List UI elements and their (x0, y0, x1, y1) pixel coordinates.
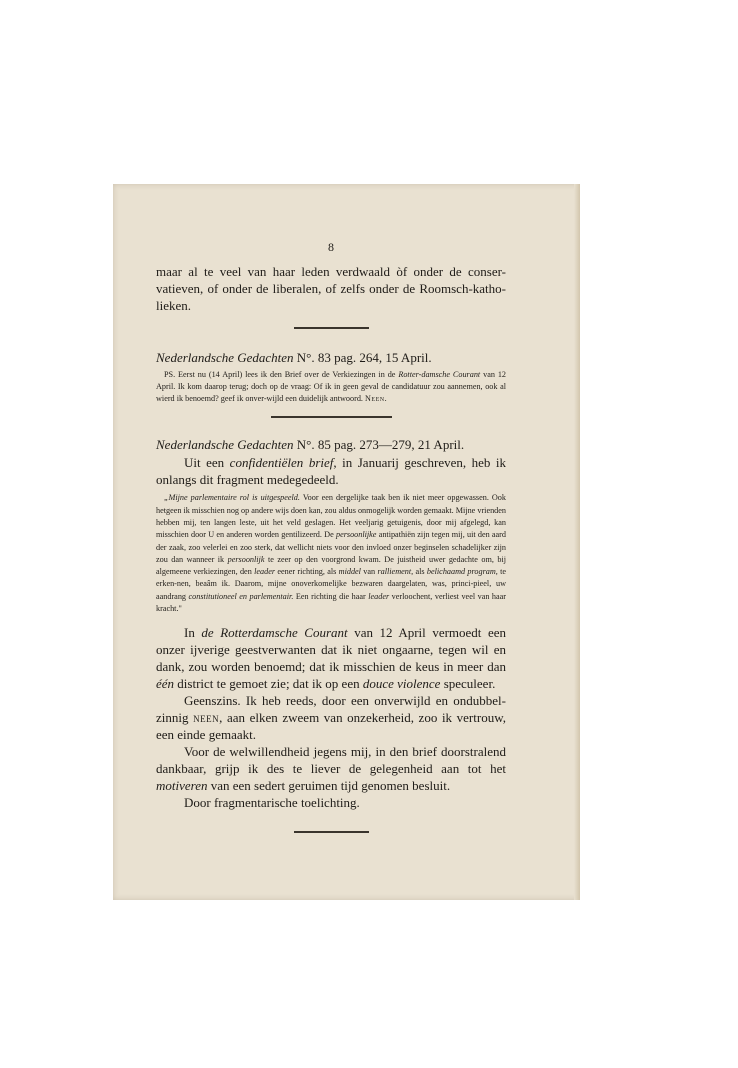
paragraph-italic: motiveren (156, 778, 208, 794)
paragraph-welwillendheid (156, 743, 506, 794)
quote-italic: leader (368, 591, 390, 601)
page-edge-shadow (574, 184, 580, 900)
section-divider (271, 416, 392, 418)
paragraph-geenszins (156, 692, 506, 743)
paragraph-rotterdam (156, 624, 506, 692)
paragraph-italic: douce violence (362, 676, 441, 692)
paragraph-italic: één (156, 676, 175, 692)
quote-text: , als (411, 567, 425, 577)
section1-title: Nederlandsche Gedachten (156, 349, 294, 365)
quote-text: te zeer op den voorgrond kwam. De juistheid uwer gedachte om, bij algemeene verkiezingen, den (156, 554, 506, 577)
quote-text: , te erken-nen, beaâm ik. Daarom, mijne onoverkomelijke bezwaren daargelaten, was, princi-pieel, uw aandrang (156, 567, 507, 601)
paragraph-text: Geenszins. Ik heb reeds, door een onverwijld en ondubbel-zinnig (156, 693, 506, 726)
paragraph-smallcaps: neen (193, 710, 220, 726)
paragraph-italic: de Rotterdamsche Courant (201, 625, 348, 641)
quote-italic: belichaamd program (426, 567, 496, 577)
quote-text: Voor een dergelijke taak ben ik niet meer opgewassen. Ook hetgeen ik misschien nog op andere wijs doen kan, zou aldus onmogelijk worden gemaakt. Mijne vrienden hebben mij, ten langen leste, uit het veld geslagen. Het veeljarig getuigenis, door mij afgelegd, kan misschien door U en anderen worden gentilizeerd. De (156, 493, 506, 540)
section2-lead (156, 454, 506, 488)
paragraph-closing: Door fragmentarische toelichting. (184, 795, 360, 811)
ps-answer: Neen. (365, 394, 388, 404)
ps-paper: Rotter-damsche Courant (398, 369, 481, 379)
section2-title: Nederlandsche Gedachten (156, 437, 294, 453)
quote-italic: persoonlijk (227, 554, 265, 564)
section1-heading (156, 349, 506, 366)
quote-italic: ralliement (377, 567, 412, 577)
quote-italic: persoonlijke (335, 530, 377, 540)
quote-text: antipathiën zijn tegen mij, uit den aard der zaak, zoo velerlei en zoo sterk, dat wellicht niets voor den invloed onzer beginselen schadelijker zijn zou dan wanneer ik (156, 530, 506, 564)
section1-ref: N°. 83 pag. 264, 15 April. (296, 349, 432, 365)
letter-quote (156, 492, 506, 615)
ps-rest: van 12 April. Ik kom daarop terug; doch op de vraag: Of ik in geen geval de candidatuur zou aannemen, ook al wierd ik benoemd? geef ik onver-wijld een duidelijk antwoord. (156, 369, 507, 404)
page-content (156, 240, 506, 833)
section1-postscript (156, 369, 506, 406)
lead-text: , in Januarij geschreven, heb ik onlangs dit fragment medegedeeld. (156, 455, 506, 488)
paragraph-text: van 12 April vermoedt een onzer ijverige geestverwanten dat ik niet ongaarne, tegen wil en dank, zou worden benoemd; dat ik misschien de keus in meer dan (156, 625, 507, 675)
quote-italic: constitutioneel en parlementair. (188, 591, 294, 601)
section-divider (294, 327, 369, 329)
section2-heading (156, 436, 506, 453)
ps-lead: PS. Eerst nu (14 April) lees ik den Brief over de Verkiezingen in de (164, 369, 396, 379)
quote-text: verloochent, verliest veel van haar kracht." (156, 591, 507, 614)
section2-ref: N°. 85 pag. 273—279, 21 April. (296, 437, 465, 453)
quote-italic: leader (254, 567, 276, 577)
paragraph-text: district te gemoet zie; dat ik op een (177, 676, 360, 692)
quote-italic: „Mijne parlementaire rol is uitgespeeld. (164, 493, 300, 503)
paragraph-text: van een sedert geruimen tijd genomen besluit. (210, 778, 451, 794)
page-number: 8 (328, 240, 334, 254)
end-divider (294, 831, 369, 833)
lead-italic: confidentiëlen brief (229, 455, 334, 471)
paragraph-text: Voor de welwillendheid jegens mij, in den brief doorstralend dankbaar, grijp ik des te liever de gelegenheid aan tot het (156, 744, 506, 777)
quote-text: eener richting, als (277, 567, 337, 577)
paragraph-text: In (184, 625, 195, 641)
paragraph-text: , aan elken zweem van onzekerheid, zoo ik vertrouw, een einde gemaakt. (156, 710, 506, 743)
lead-text: Uit een (184, 455, 225, 471)
quote-text: van (363, 567, 376, 577)
intro-paragraph: maar al te veel van haar leden verdwaald òf onder de conser-vatieven, of onder de liberalen, of zelfs onder de Roomsch-katho-lieken. (156, 264, 506, 313)
quote-italic: middel (338, 567, 361, 577)
scanned-page (113, 184, 580, 900)
quote-text: Een richting die haar (295, 591, 366, 601)
paragraph-text: speculeer. (443, 676, 496, 692)
